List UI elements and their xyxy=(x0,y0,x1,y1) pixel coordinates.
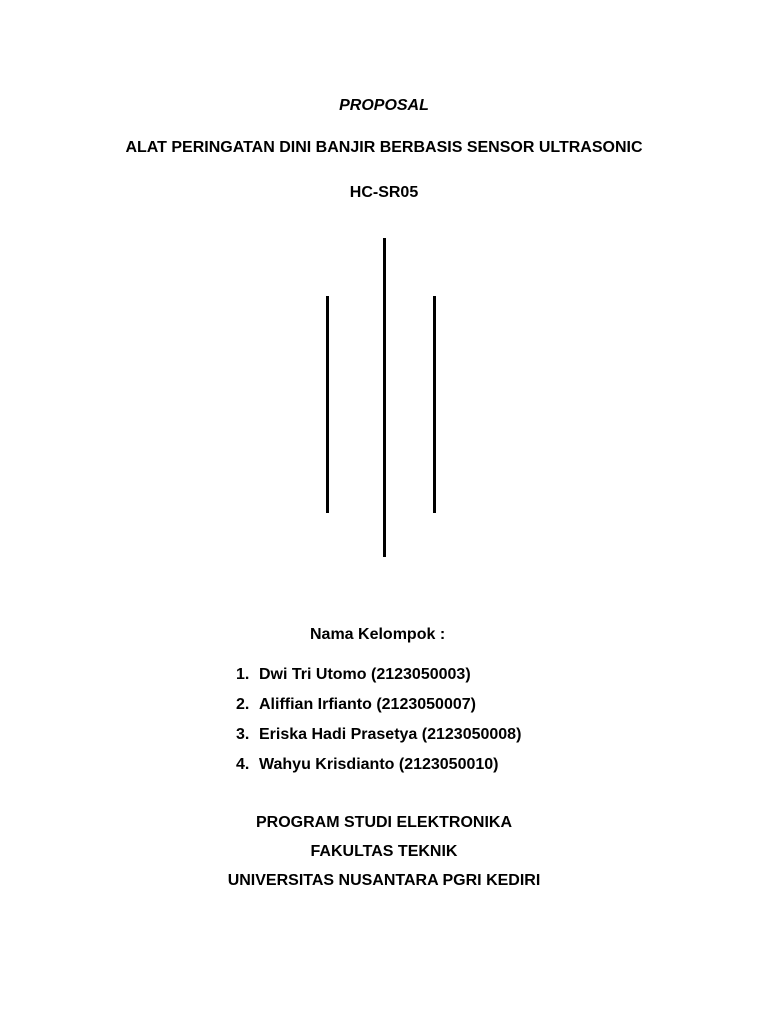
member-name: Aliffian Irfianto (2123050007) xyxy=(259,696,476,713)
decorative-bar-center xyxy=(383,238,386,557)
member-number: 1. xyxy=(236,666,250,683)
decorative-bar-right xyxy=(433,296,436,513)
faculty-name: FAKULTAS TEKNIK xyxy=(310,843,458,860)
document-subtitle-line-1: ALAT PERINGATAN DINI BANJIR BERBASIS SENSOR ULTRASONIC xyxy=(125,139,643,156)
member-name: Eriska Hadi Prasetya (2123050008) xyxy=(259,726,522,743)
document-subtitle-line-2: HC-SR05 xyxy=(349,184,419,201)
list-item xyxy=(236,695,521,725)
university-name: UNIVERSITAS NUSANTARA PGRI KEDIRI xyxy=(227,872,541,889)
member-number: 4. xyxy=(236,756,250,773)
list-item xyxy=(236,755,521,785)
list-item xyxy=(236,665,521,695)
member-number: 2. xyxy=(236,696,250,713)
study-program: PROGRAM STUDI ELEKTRONIKA xyxy=(256,814,512,831)
list-item xyxy=(236,725,521,755)
document-title: PROPOSAL xyxy=(339,97,429,114)
member-name: Wahyu Krisdianto (2123050010) xyxy=(259,756,499,773)
member-list xyxy=(236,665,521,785)
decorative-bar-left xyxy=(326,296,329,513)
member-number: 3. xyxy=(236,726,250,743)
member-name: Dwi Tri Utomo (2123050003) xyxy=(259,666,471,683)
group-label: Nama Kelompok : xyxy=(310,626,446,643)
